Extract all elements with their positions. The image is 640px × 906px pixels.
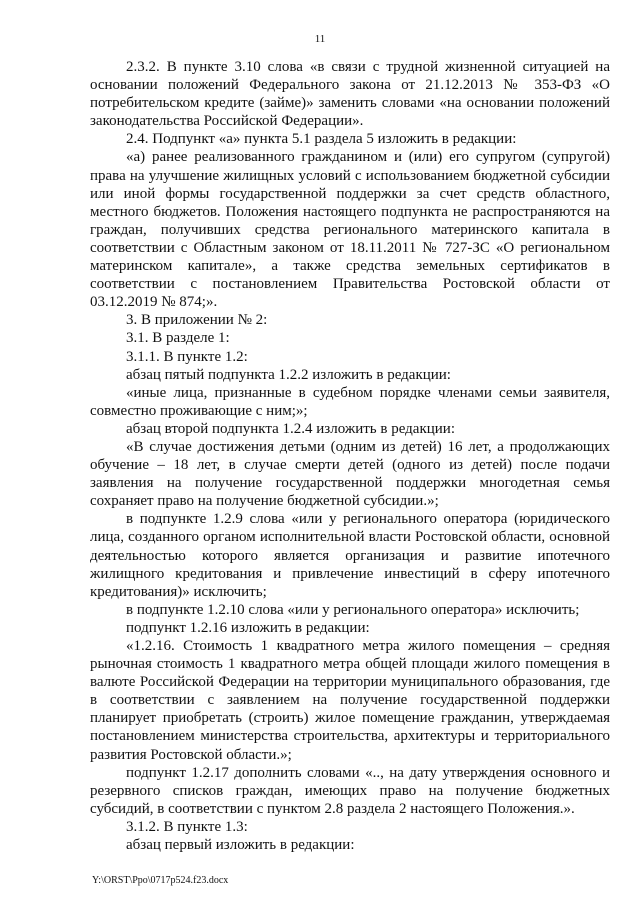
paragraph: «а) ранее реализованного гражданином и (или) его супругом (супругой) права на улучшение жилищных условий с использованием бюджетной субсидии или иной формы государственной поддержки за счет средств областного, местного бюджетов. Положения настоящего подпункта не распространяются на граждан, получивших средства регионального материнского капитала в соответствии с Областным законом от 18.11.2011 № 727-ЗС «О региональном материнском капитале», а также средства земельных сертификатов в соответствии с постановлением Правительства Ростовской области от 03.12.2019 № 874;». — [90, 149, 610, 311]
paragraph: в подпункте 1.2.10 слова «или у регионального оператора» исключить; — [126, 601, 580, 618]
paragraph: «иные лица, признанные в судебном порядке членами семьи заявителя, совместно проживающие с ним;»; — [90, 384, 610, 419]
file-path-footer: Y:\ORST\Ppo\0717p524.f23.docx — [92, 875, 229, 886]
page-number: 11 — [314, 33, 326, 45]
paragraph: «В случае достижения детьми (одним из детей) 16 лет, а продолжающих обучение – 18 лет, в случае смерти детей (одного из детей) после подачи заявления на получение государственной поддержки многодетная семья сохраняет право на получение бюджетной субсидии.»; — [90, 438, 610, 510]
paragraph: 3.1.2. В пункте 1.3: — [126, 818, 248, 835]
paragraph: 2.3.2. В пункте 3.10 слова «в связи с трудной жизненной ситуацией на основании положений Федерального закона от 21.12.2013 № 353-ФЗ «О потребительском кредите (займе)» заменить словами «на основании положений законодательства Российской Федерации». — [90, 59, 610, 130]
paragraph: абзац пятый подпункта 1.2.2 изложить в редакции: — [126, 366, 451, 383]
paragraph: «1.2.16. Стоимость 1 квадратного метра жилого помещения – средняя рыночная стоимость 1 квадратного метра общей площади жилого помещения в валюте Российской Федерации на территории муниципального образования, где в соответствии с заявлением на получение государственной поддержки планирует приобретать (строить) жилое помещение гражданин, утверждаемая постановлением министерства строительства, архитектуры и территориального развития Ростовской области.»; — [90, 638, 610, 763]
paragraph: абзац первый изложить в редакции: — [126, 837, 355, 854]
paragraph: подпункт 1.2.17 дополнить словами «.., на дату утверждения основного и резервного списков граждан, имеющих право на получение бюджетных субсидий, в соответствии с пунктом 2.8 раздела 2 настоящего Положения.». — [90, 764, 610, 817]
paragraph: 3.1. В разделе 1: — [126, 330, 230, 347]
document-body — [90, 58, 610, 854]
paragraph: абзац второй подпункта 1.2.4 изложить в редакции: — [126, 420, 455, 437]
paragraph: 2.4. Подпункт «а» пункта 5.1 раздела 5 изложить в редакции: — [126, 131, 517, 148]
paragraph: 3.1.1. В пункте 1.2: — [126, 348, 248, 365]
paragraph: 3. В приложении № 2: — [126, 312, 268, 329]
paragraph: подпункт 1.2.16 изложить в редакции: — [126, 619, 370, 636]
paragraph: в подпункте 1.2.9 слова «или у регионального оператора (юридического лица, созданного органом исполнительной власти Ростовской области, основной деятельностью которого является организация и развитие ипотечного жилищного кредитования и привлечение инвестиций в сферу ипотечного кредитования)» исключить; — [90, 511, 610, 600]
